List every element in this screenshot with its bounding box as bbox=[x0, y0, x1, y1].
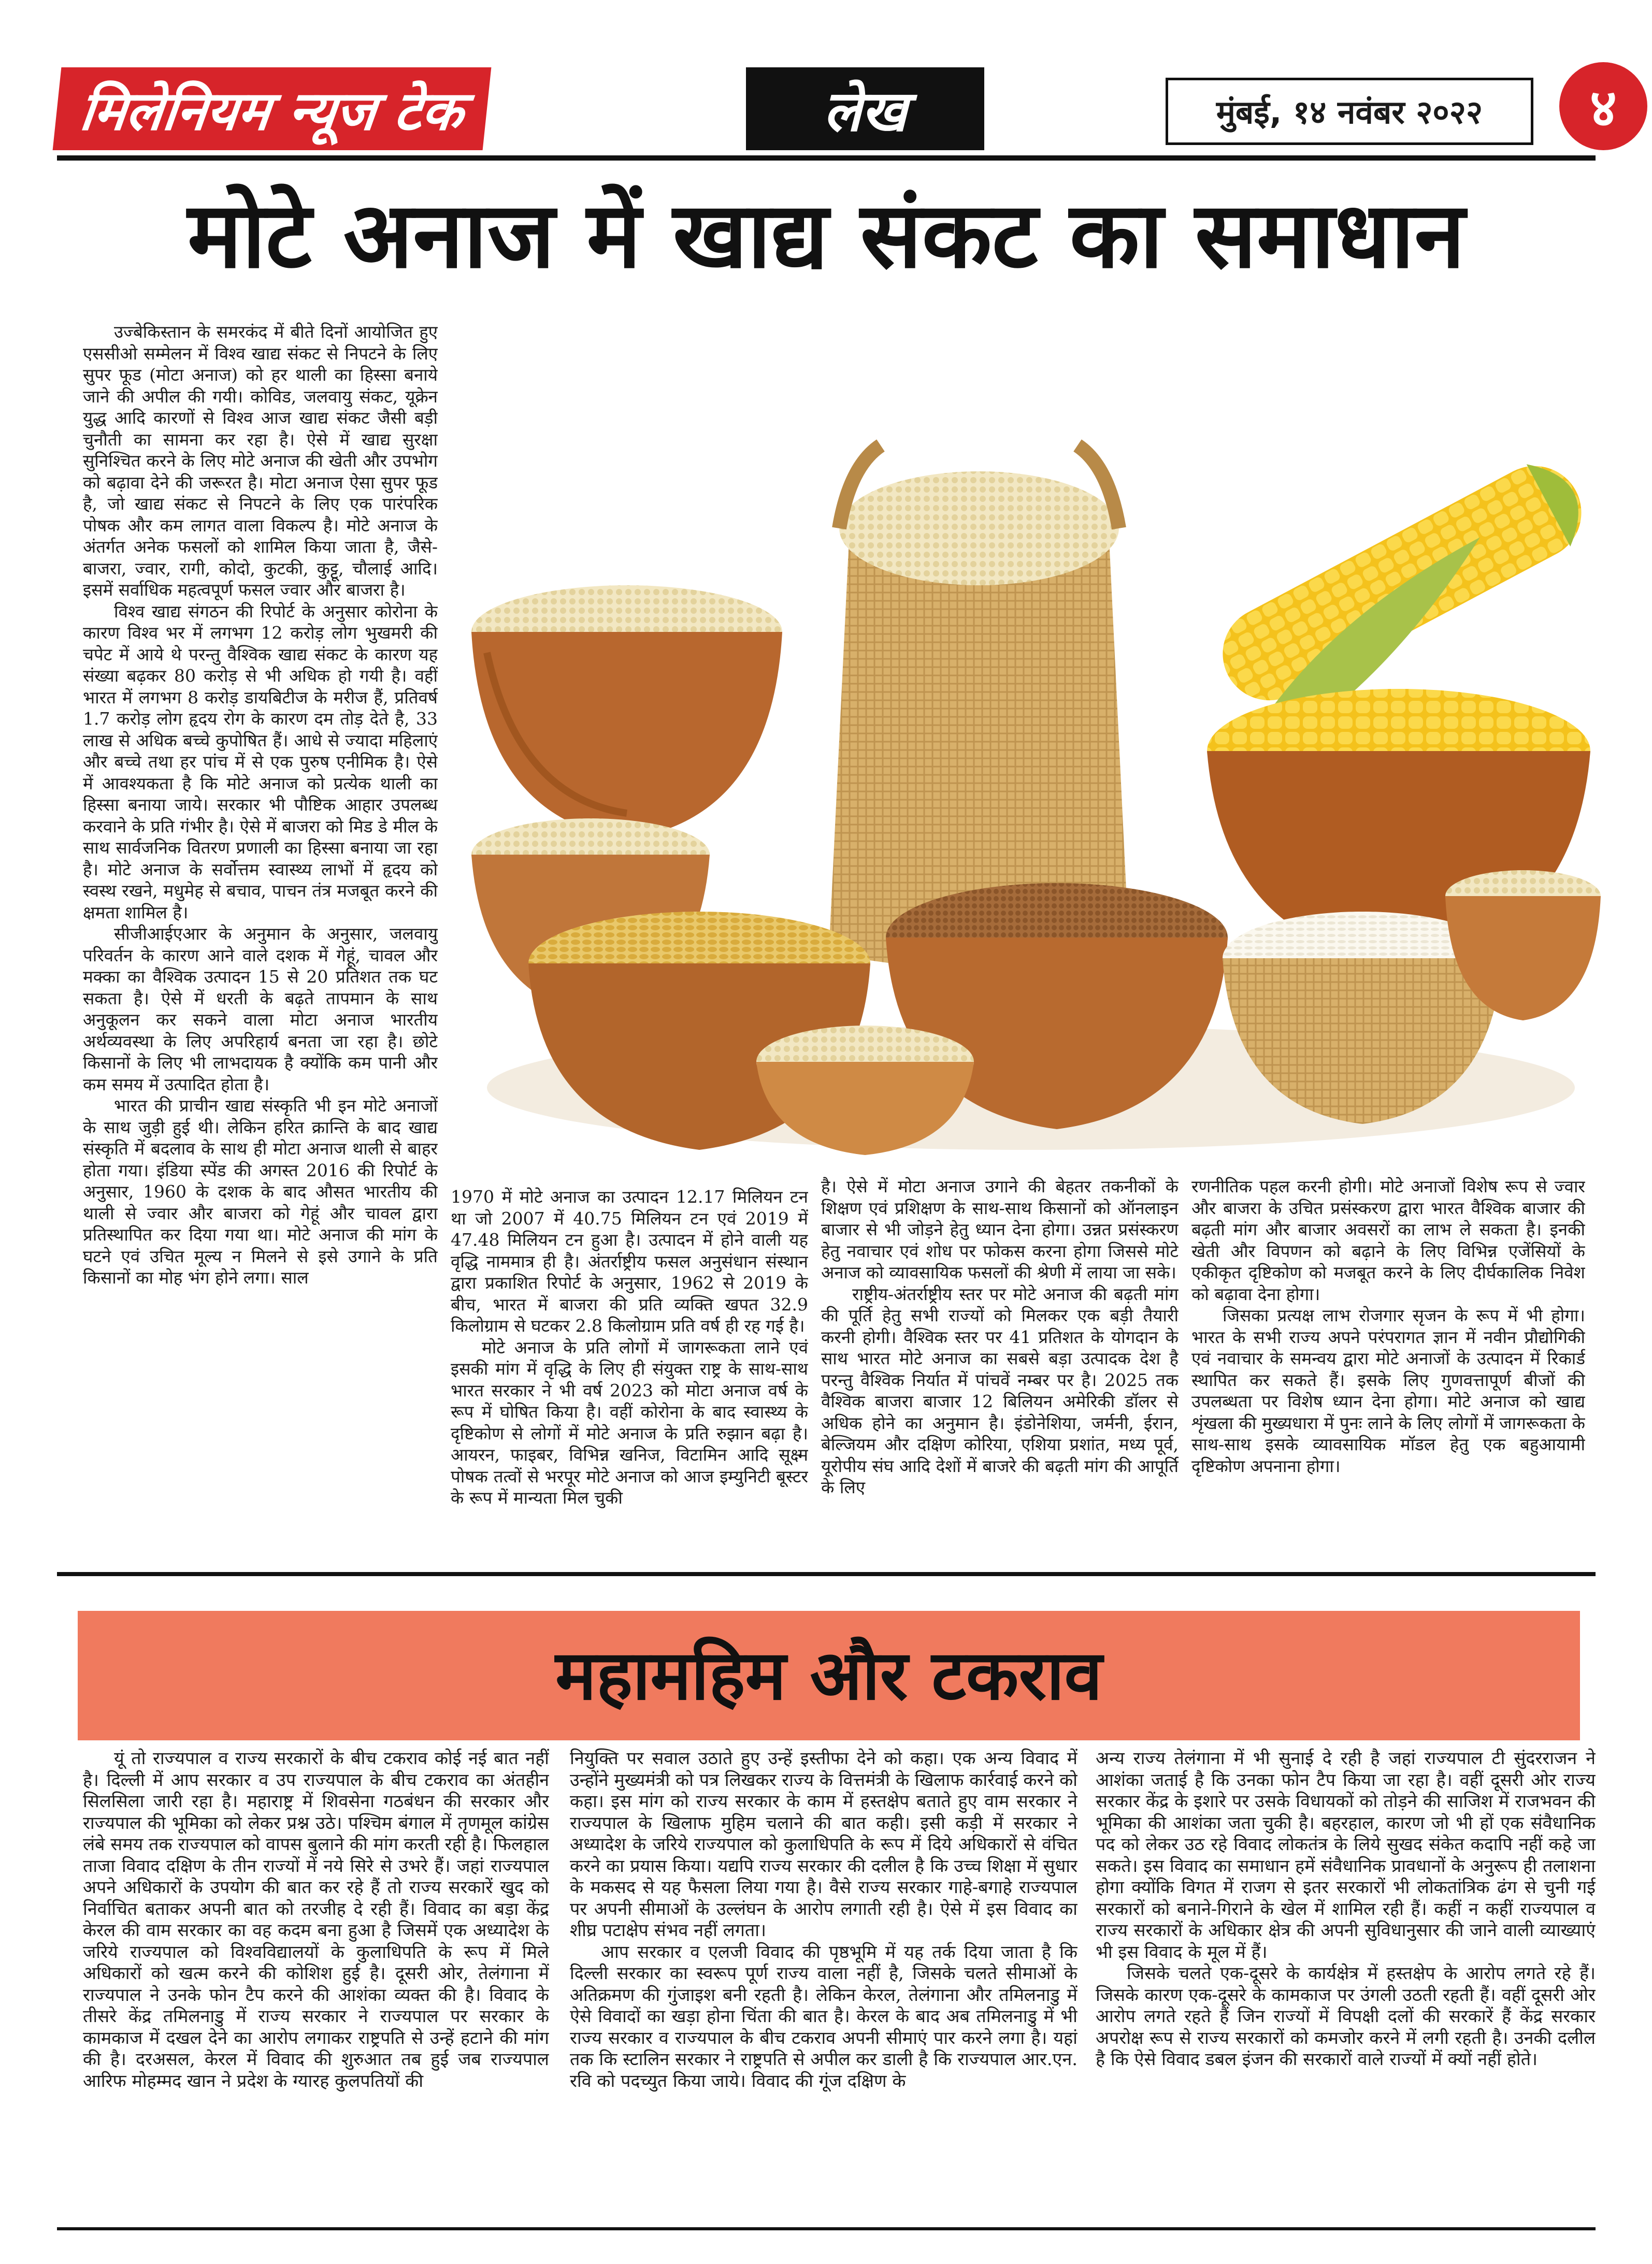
paragraph: आप सरकार व एलजी विवाद की पृष्ठभूमि में यह तर्क दिया जाता है कि दिल्ली सरकार का स्वरूप पूर्ण राज्य वाला नहीं है, जिसके चलते सीमाओं के अतिक्रमण की गुंजाइश बनी रहती है। लेकिन केरल, तेलंगाना और तमिलनाडु में ऐसे विवादों का खड़ा होना चिंता की बात है। केरल के बाद अब तमिलनाडु में भी राज्य सरकार व राज्यपाल के बीच टकराव अपनी सीमाएं पार करने लगा है। यहां तक कि स्टालिन सरकार ने राष्ट्रपति से अपील कर डाली है कि राज्यपाल आर.एन. रवि को पदच्युत किया जाये। विवाद की गूंज दक्षिण के bbox=[570, 1941, 1078, 2092]
paragraph: 1970 में मोटे अनाज का उत्पादन 12.17 मिलियन टन था जो 2007 में 40.75 मिलियन टन एवं 2019 में 47.48 मिलियन टन हुआ है। उत्पादन में होने वाली यह वृद्धि नाममात्र ही है। अंतर्राष्ट्रीय फसल अनुसंधान संस्थान द्वारा प्रकाशित रिपोर्ट के अनुसार, 1962 से 2019 के बीच, भारत में बाजरा की प्रति व्यक्ति खपत 32.9 किलोग्राम से घटकर 2.8 किलोग्राम प्रति वर्ष ही रह गई है। bbox=[451, 1187, 808, 1336]
paragraph: भारत की प्राचीन खाद्य संस्कृति भी इन मोटे अनाजों के साथ जुड़ी हुई थी। लेकिन हरित क्रान्ति के बाद खाद्य संस्कृति में बदलाव के साथ ही मोटा अनाज थाली से बाहर होता गया। इंडिया स्पेंड की अगस्त 2016 की रिपोर्ट के अनुसार, 1960 के दशक के बाद औसत भारतीय की थाली से ज्वार और बाजरा को गेहूं और चावल द्वारा प्रतिस्थापित कर दिया गया था। मोटे अनाज की मांग के घटने एवं उचित मूल्य न मिलने से इसे उगाने के प्रति किसानों का मोह भंग होने लगा। साल bbox=[83, 1095, 438, 1288]
top-divider bbox=[57, 155, 1596, 161]
masthead bbox=[57, 62, 1617, 155]
paragraph: राष्ट्रीय-अंतर्राष्ट्रीय स्तर पर मोटे अनाज की बढ़ती मांग की पूर्ति हेतु सभी राज्यों को मिलकर एक बड़ी तैयारी करनी होगी। वैश्विक स्तर पर 41 प्रतिशत के योगदान के साथ भारत मोटे अनाज का सबसे बड़ा उत्पादक देश है परन्तु वैश्विक निर्यात में पांचवें नम्बर पर है। 2025 तक वैश्विक बाजरा बाजार 12 बिलियन अमेरिकी डॉलर से अधिक होने का अनुमान है। इंडोनेशिया, जर्मनी, ईरान, बेल्जियम और दक्षिण कोरिया, एशिया प्रशांत, मध्य पूर्व, यूरोपीय संघ आदि देशों में बाजरे की बढ़ती मांग की आपूर्ति के लिए bbox=[821, 1284, 1179, 1497]
article-2-column-3 bbox=[1096, 1748, 1596, 2199]
paragraph: अन्य राज्य तेलंगाना में भी सुनाई दे रही है जहां राज्यपाल टी सुंदरराजन ने आशंका जताई है कि उनका फोन टैप किया जा रहा है। वहीं दूसरी ओर राज्य सरकार केंद्र के इशारे पर उसके विधायकों को तोड़ने की साजिश में राजभवन की भूमिका की आशंका जता चुकी है। बहरहाल, कारण जो भी हों एक संवैधानिक पद को लेकर उठ रहे विवाद लोकतंत्र के लिये सुखद संकेत कदापि नहीं कहे जा सकते। इस विवाद का समाधान हमें संवैधानिक प्रावधानों के अनुरूप ही तलाशना होगा क्योंकि विगत में राजग से इतर सरकारों भी लोकतांत्रिक ढंग से चुनी गई सरकारों को बनाने-गिराने के खेल में शामिल रही हैं। कहीं न कहीं राज्यपाल व राज्य सरकारों के अधिकार क्षेत्र की अपनी सुविधानुसार की जाने वाली व्याख्याएं भी इस विवाद के मूल में हैं। bbox=[1096, 1748, 1596, 1963]
paragraph: नियुक्ति पर सवाल उठाते हुए उन्हें इस्तीफा देने को कहा। एक अन्य विवाद में उन्होंने मुख्यमंत्री को पत्र लिखकर राज्य के वित्तमंत्री के खिलाफ कार्रवाई करने को कहा। इस मांग को राज्य सरकार के काम में हस्तक्षेप बताते हुए वाम सरकार ने राज्यपाल के खिलाफ मुहिम चलाने की बात कही। इसी कड़ी में सरकार ने अध्यादेश के जरिये राज्यपाल को कुलाधिपति के रूप में दिये अधिकारों से वंचित करने का प्रयास किया। यद्यपि राज्य सरकार की दलील है कि उच्च शिक्षा में सुधार के मकसद से यह फैसला लिया गया है। वैसे राज्य सरकार गाहे-बगाहे राज्यपाल पर अपनी सीमाओं के उल्लंघन के आरोप लगाती रही है। ऐसे में इस विवाद का शीघ्र पटाक्षेप संभव नहीं लगता। bbox=[570, 1748, 1078, 1941]
paragraph: विश्व खाद्य संगठन की रिपोर्ट के अनुसार कोरोना के कारण विश्व भर में लगभग 12 करोड़ लोग भुखमरी की चपेट में आये थे परन्तु वैश्विक खाद्य संकट के कारण यह संख्या बढ़कर 80 करोड़ से भी अधिक हो गयी है। वहीं भारत में लगभग 8 करोड़ डायबिटीज के मरीज हैं, प्रतिवर्ष 1.7 करोड़ लोग हृदय रोग के कारण दम तोड़ देते है, 33 लाख से अधिक बच्चे कुपोषित हैं। आधे से ज्यादा महिलाएं और बच्चे तथा हर पांच में से एक पुरुष एनीमिक है। ऐसे में आवश्यकता है कि मोटे अनाज को प्रत्येक थाली का हिस्सा बनाया जाये। सरकार भी पौष्टिक आहार उपलब्ध करवाने के प्रति गंभीर है। ऐसे में बाजरा को मिड डे मील के साथ सार्वजनिक वितरण प्रणाली का हिस्सा बनाया जा रहा है। मोटे अनाज के सर्वोत्तम स्वास्थ्य लाभों में हृदय को स्वस्थ रखने, मधुमेह से बचाव, पाचन तंत्र मजबूत करने की क्षमता शामिल है। bbox=[83, 601, 438, 922]
section-label: लेख bbox=[746, 67, 984, 150]
paragraph: सीजीआईएआर के अनुमान के अनुसार, जलवायु परिवर्तन के कारण आने वाले दशक में गेहूं, चावल और मक्का का वैश्विक उत्पादन 15 से 20 प्रतिशत तक घट सकता है। ऐसे में धरती के बढ़ते तापमान के साथ अनुकूलन कर सकने वाला मोटा अनाज भारतीय अर्थव्यवस्था के लिए अपरिहार्य बनता जा रहा है। छोटे किसानों के लिए भी लाभदायक है क्योंकि कम पानी और कम समय में उत्पादित होता है। bbox=[83, 924, 438, 1094]
grains-bowls-and-corn-illustration bbox=[456, 373, 1606, 1160]
paragraph: यूं तो राज्यपाल व राज्य सरकारों के बीच टकराव कोई नई बात नहीं है। दिल्ली में आप सरकार व उप राज्यपाल के बीच टकराव का अंतहीन सिलसिला जारी रहा है। महाराष्ट्र में शिवसेना गठबंधन की सरकार और राज्यपाल की भूमिका को लेकर प्रश्न उठे। पश्चिम बंगाल में तृणमूल कांग्रेस लंबे समय तक राज्यपाल को वापस बुलाने की मांग करती रही है। फिलहाल ताजा विवाद दक्षिण के तीन राज्यों में नये सिरे से उभरे हैं। जहां राज्यपाल अपने अधिकारों के उपयोग की बात कर रहे हैं तो राज्य सरकारें खुद को निर्वाचित बताकर अपनी बात को तरजीह दे रही हैं। विवाद का बड़ा केंद्र केरल की वाम सरकार का वह कदम बना हुआ है जिसमें एक अध्यादेश के जरिये राज्यपाल को विश्वविद्यालयों के कुलाधिपति के रूप में मिले अधिकारों को खत्म करने की कोशिश हुई है। दूसरी ओर, तेलंगाना में राज्यपाल ने उनके फोन टैप करने की आशंका व्यक्त की है। विवाद के तीसरे केंद्र तमिलनाडु में राज्य सरकार ने राज्यपाल पर सरकार के कामकाज में दखल देने का आरोप लगाकर राष्ट्रपति से उन्हें हटाने की मांग की है। दरअसल, केरल में विवाद की शुरुआत तब हुई जब राज्यपाल आरिफ मोहम्मद खान ने प्रदेश के ग्यारह कुलपतियों की bbox=[83, 1748, 549, 2092]
newspaper-brand: मिलेनियम न्यूज टेक bbox=[53, 67, 492, 150]
paragraph: है। ऐसे में मोटा अनाज उगाने की बेहतर तकनीकों के शिक्षण एवं प्रशिक्षण के साथ-साथ किसानों को ऑनलाइन बाजार से भी जोड़ने हेतु ध्यान देना होगा। उन्नत प्रसंस्करण हेतु नवाचार एवं शोध पर फोकस करना होगा जिससे मोटे अनाज को व्यावसायिक फसलों की श्रेणी में लाया जा सके। bbox=[821, 1176, 1179, 1282]
paragraph: जिसका प्रत्यक्ष लाभ रोजगार सृजन के रूप में भी होगा।भारत के सभी राज्य अपने परंपरागत ज्ञान में नवीन प्रौद्योगिकी एवं नवाचार के समन्वय द्वारा मोटे अनाजों के उत्पादन में रिकार्ड स्थापित कर सकते हैं। इसके लिए गुणवत्तापूर्ण बीजों की उपलब्धता पर विशेष ध्यान देना होगा। मोटे अनाज को खाद्य शृंखला की मुख्यधारा में पुनः लाने के लिए लोगों में जागरूकता के साथ-साथ इसके व्यावसायिक मॉडल हेतु एक बहुआयामी दृष्टिकोण अपनाना होगा। bbox=[1191, 1305, 1585, 1476]
article-2-column-2 bbox=[570, 1748, 1078, 2199]
article-1-column-4 bbox=[1191, 1176, 1585, 1528]
page-number-badge: ४ bbox=[1559, 62, 1647, 150]
paragraph: उज्बेकिस्तान के समरकंद में बीते दिनों आयोजित हुए एससीओ सम्मेलन में विश्व खाद्य संकट से निपटने के लिए सुपर फूड (मोटा अनाज) को हर थाली का हिस्सा बनाये जाने की अपील की गयी। कोविड, जलवायु संकट, यूक्रेन युद्ध आदि कारणों से विश्व आज खाद्य संकट जैसी बड़ी चुनौती का सामना कर रहा है। ऐसे में खाद्य सुरक्षा सुनिश्चित करने के लिए मोटे अनाज की खेती और उपभोग को बढ़ावा देने की जरूरत है। मोटा अनाज ऐसा सुपर फूड है, जो खाद्य संकट से निपटने के लिए एक पारंपरिक पोषक और कम लागत वाला विकल्प है। मोटे अनाज के अंतर्गत अनेक फसलों को शामिल किया जाता है, जैसे-बाजरा, ज्वार, रागी, कोदो, कुटकी, कुट्टू, चौलाई आदि। इसमें सर्वाधिक महत्वपूर्ण फसल ज्वार और बाजरा है। bbox=[83, 322, 438, 600]
headline-article-1: मोटे अनाज में खाद्य संकट का समाधान bbox=[187, 182, 1466, 289]
article-1-column-1 bbox=[83, 321, 438, 1528]
article-1-column-2 bbox=[451, 1186, 808, 1528]
article-2-column-1 bbox=[83, 1748, 549, 2199]
article-1-column-3 bbox=[821, 1176, 1179, 1528]
paragraph: जिसके चलते एक-दूसरे के कार्यक्षेत्र में हस्तक्षेप के आरोप लगते रहे हैं। जिसके कारण एक-दूसरे के कामकाज पर उंगली उठती रहती हैं। वहीं दूसरी ओर आरोप लगते रहते हैं जिन राज्यों में विपक्षी दलों की सरकारें हैं केंद्र सरकार अपरोक्ष रूप से राज्य सरकारों को कमजोर करने में लगी रहती है। उनकी दलील है कि ऐसे विवाद डबल इंजन की सरकारों वाले राज्यों में क्यों नहीं होते। bbox=[1096, 1963, 1596, 2070]
headline-article-2: महामहिम और टकराव bbox=[555, 1636, 1102, 1715]
section-divider bbox=[57, 1572, 1596, 1576]
issue-date: मुंबई, १४ नवंबर २०२२ bbox=[1166, 78, 1533, 145]
paragraph: मोटे अनाज के प्रति लोगों में जागरूकता लाने एवं इसकी मांग में वृद्धि के लिए ही संयुक्त राष्ट्र के साथ-साथ भारत सरकार ने भी वर्ष 2023 को मोटा अनाज वर्ष के रूप में घोषित किया है। वहीं कोरोना के बाद स्वास्थ्य के दृष्टिकोण से लोगों में मोटे अनाज के प्रति रुझान बढ़ा है। आयरन, फाइबर, विभिन्न खनिज, विटामिन आदि सूक्ष्म पोषक तत्वों से भरपूर मोटे अनाज को आज इम्युनिटी बूस्टर के रूप में मान्यता मिल चुकी bbox=[451, 1337, 808, 1508]
paragraph: रणनीतिक पहल करनी होगी। मोटे अनाजों विशेष रूप से ज्वार और बाजरा के उचित प्रसंस्करण द्वारा भारत वैश्विक बाजार की बढ़ती मांग और बाजार अवसरों का लाभ ले सकता है। इनकी खेती और विपणन को बढ़ाने के लिए विभिन्न एजेंसियों के एकीकृत दृष्टिकोण को मजबूत करने के लिए दीर्घकालिक निवेश को बढ़ावा देना होगा। bbox=[1191, 1176, 1585, 1304]
bottom-divider bbox=[57, 2227, 1596, 2230]
